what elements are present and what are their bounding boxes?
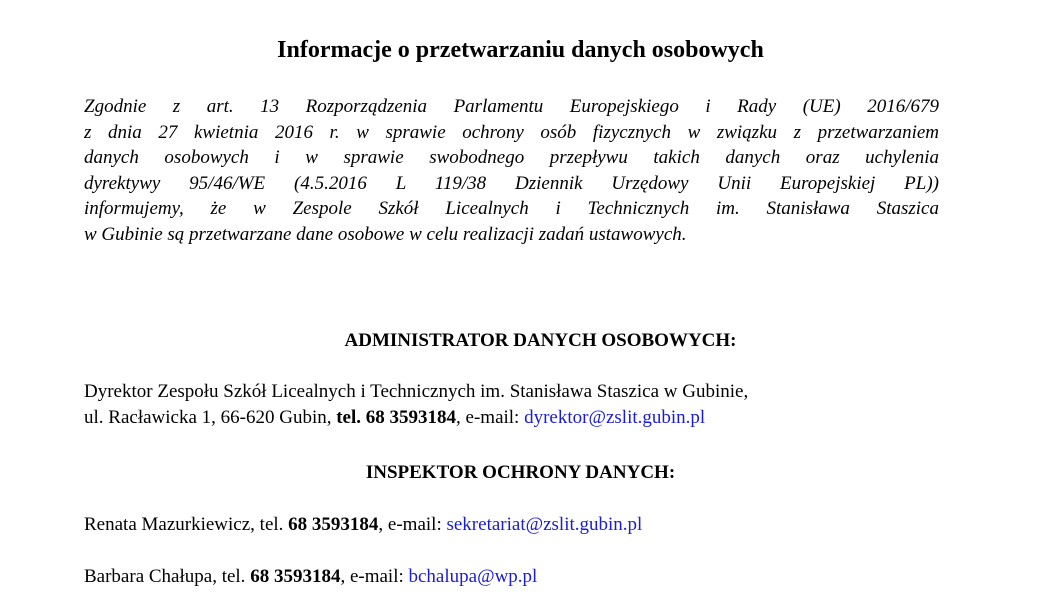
intro-line: z dnia 27 kwietnia 2016 r. w sprawie ochrony osób fizycznych w związku z przetwarzaniem — [84, 121, 939, 143]
intro-line: dyrektywy 95/46/WE (4.5.2016 L 119/38 Dziennik Urzędowy Unii Europejskiej PL)) — [84, 172, 939, 194]
inspector-email-link[interactable]: bchalupa@wp.pl — [408, 566, 538, 587]
administrator-email-link[interactable]: dyrektor@zslit.gubin.pl — [524, 407, 706, 428]
inspector-name: Barbara Chałupa, tel. — [84, 566, 251, 587]
email-label: , e-mail: — [340, 566, 409, 587]
administrator-phone: tel. 68 3593184 — [336, 407, 457, 428]
inspector-name: Renata Mazurkiewicz, tel. — [84, 514, 289, 535]
administrator-heading: ADMINISTRATOR DANYCH OSOBOWYCH: — [344, 330, 737, 351]
administrator-address: ul. Racławicka 1, 66-620 Gubin, — [84, 407, 337, 428]
inspector-contact — [84, 564, 537, 590]
intro-line: danych osobowych i w sprawie swobodnego przepływu takich danych oraz uchylenia — [84, 147, 939, 168]
email-label: , e-mail: — [378, 514, 447, 535]
intro-line: Zgodnie z art. 13 Rozporządzenia Parlamentu Europejskiego i Rady (UE) 2016/679 — [84, 96, 939, 117]
intro-line: informujemy, że w Zespole Szkół Licealnych i Technicznych im. Stanisława Staszica — [84, 198, 939, 219]
inspector-phone: 68 3593184 — [250, 566, 341, 587]
intro-line: w Gubinie są przetwarzane dane osobowe w celu realizacji zadań ustawowych. — [84, 223, 687, 245]
inspector-heading: INSPEKTOR OCHRONY DANYCH: — [365, 462, 676, 483]
inspector-email-link[interactable]: sekretariat@zslit.gubin.pl — [446, 514, 643, 535]
administrator-name: Dyrektor Zespołu Szkół Licealnych i Technicznych im. Stanisława Staszica w Gubinie, — [84, 381, 749, 402]
page-title: Informacje o przetwarzaniu danych osobowych — [277, 37, 764, 63]
inspector-phone: 68 3593184 — [288, 514, 379, 535]
administrator-details — [84, 379, 748, 431]
email-label: , e-mail: — [456, 407, 525, 428]
intro-paragraph — [84, 94, 939, 247]
inspector-contact — [84, 512, 642, 538]
administrator-contact — [84, 405, 748, 431]
